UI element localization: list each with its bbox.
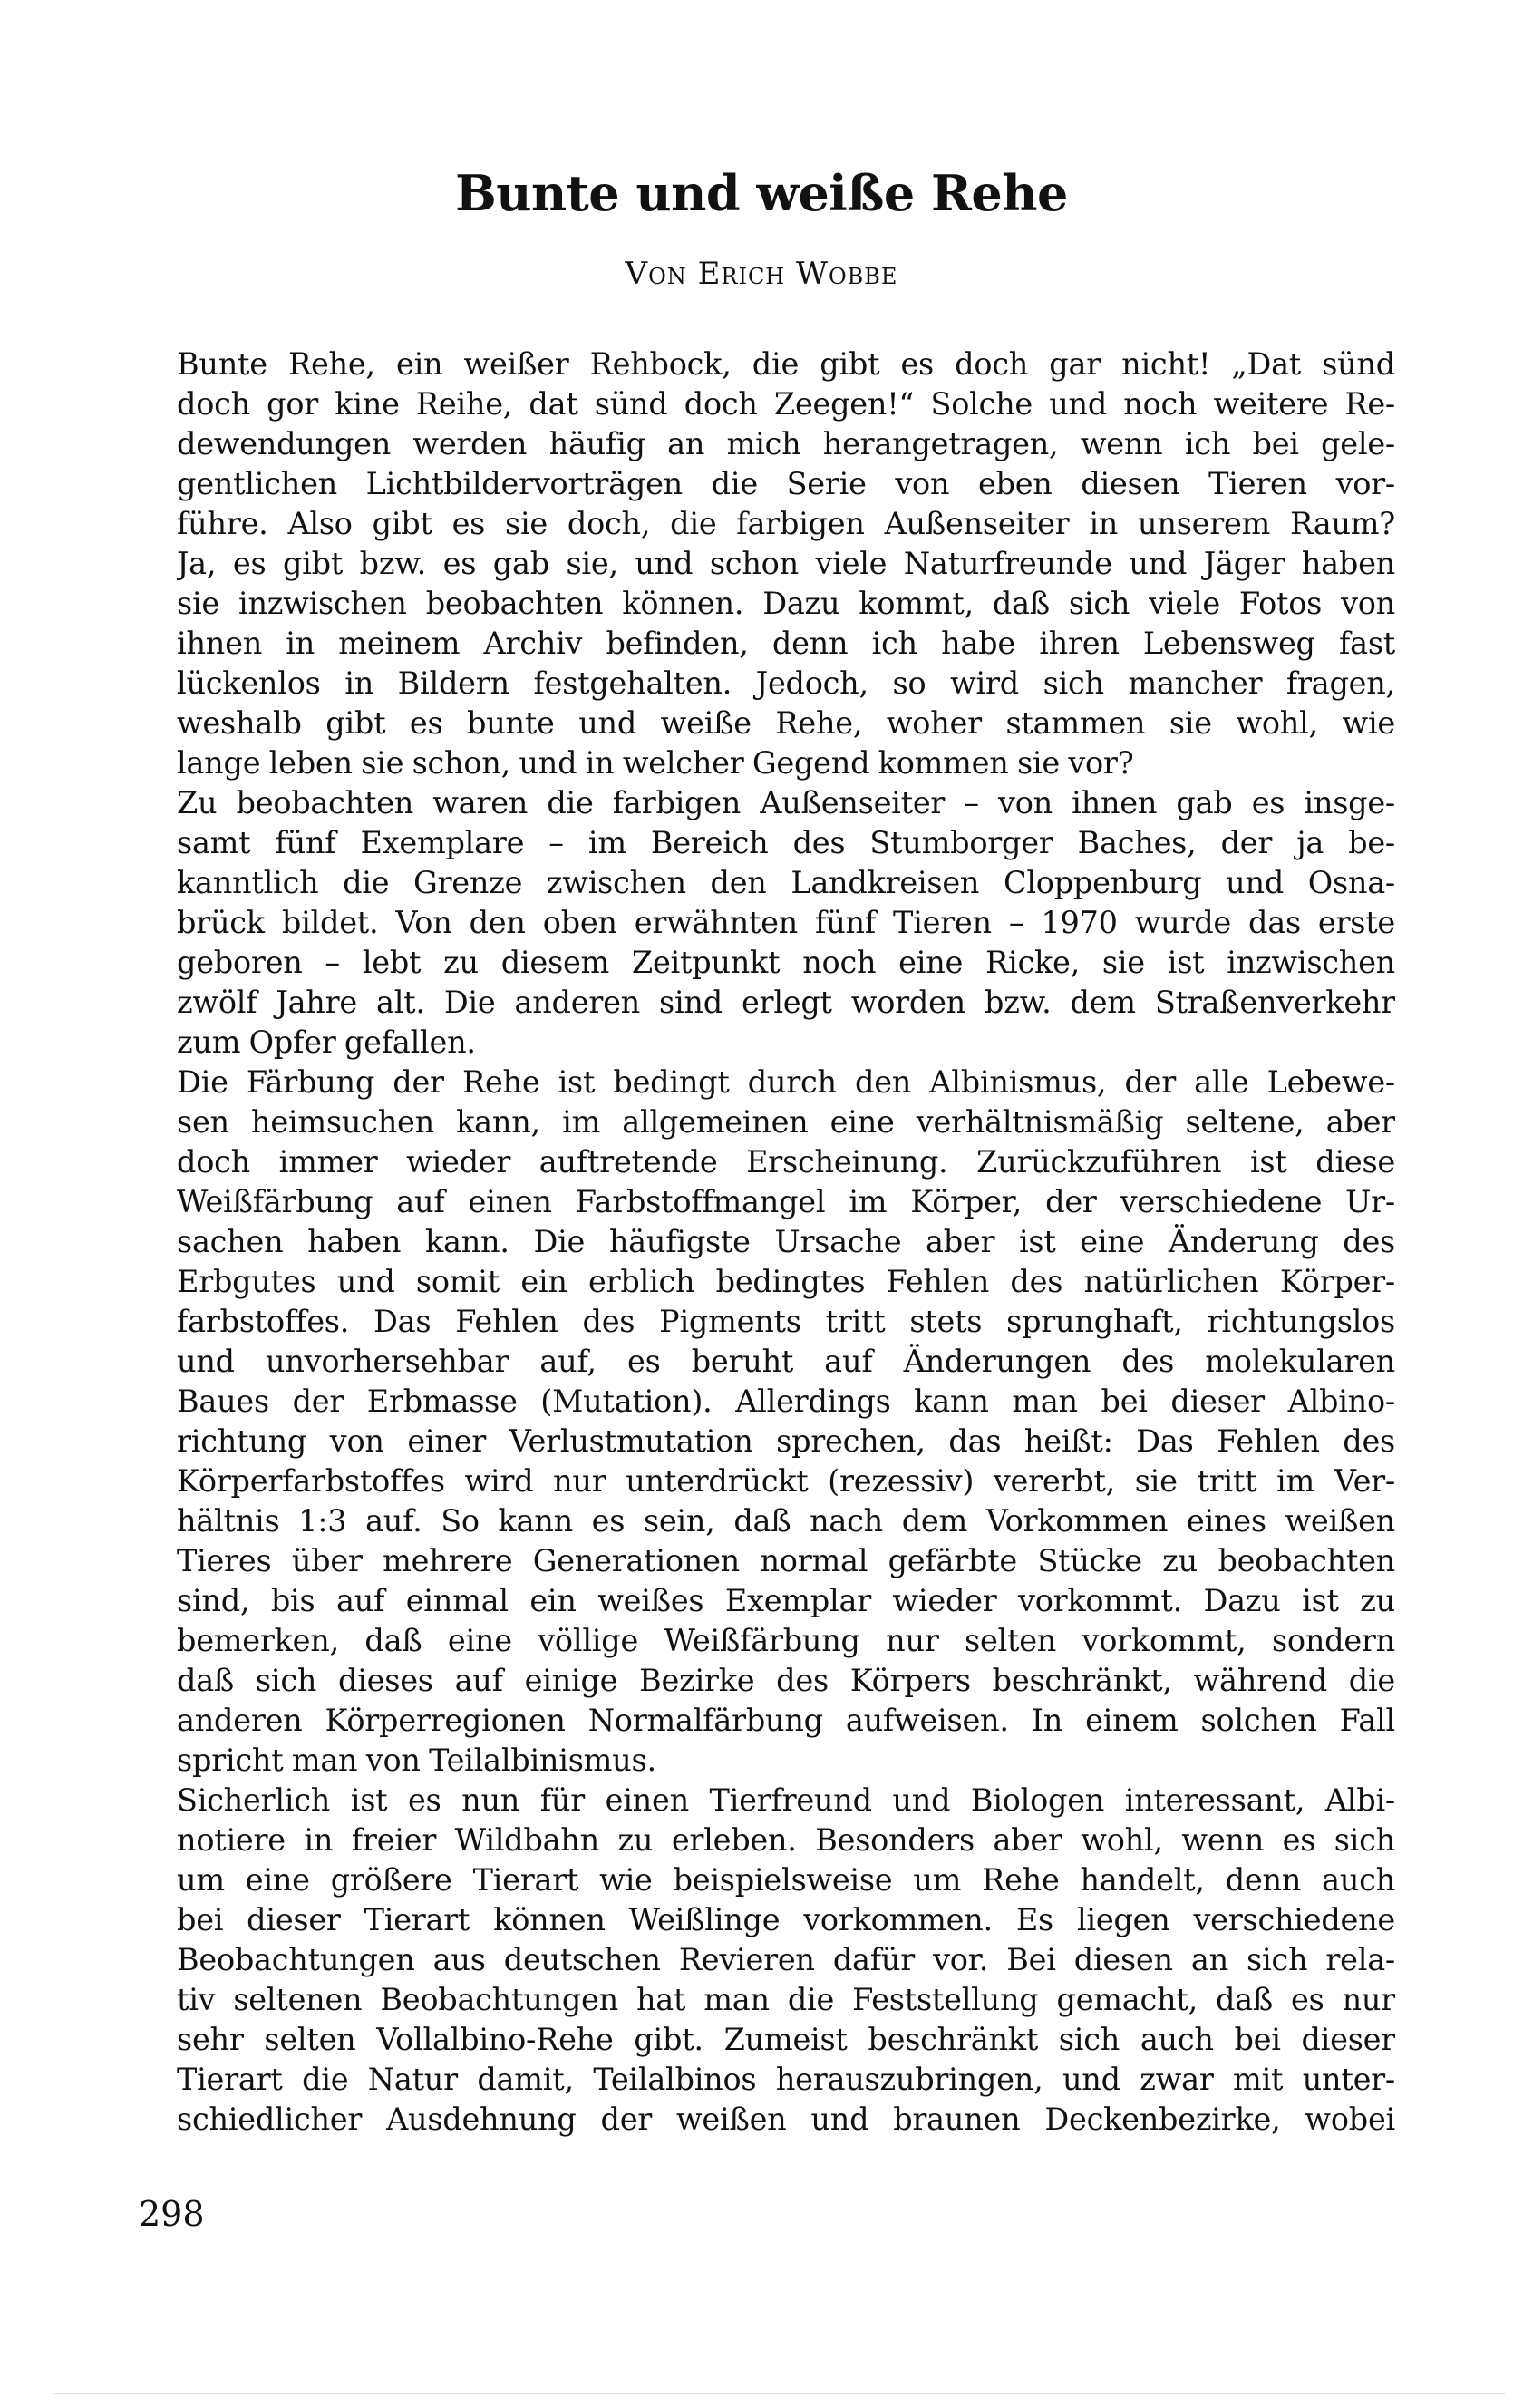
text-line: Tierart die Natur damit, Teilalbinos herauszubringen, und zwar mit unter- (177, 2062, 1395, 2097)
bottom-edge-line (54, 2393, 1505, 2394)
text-line: Zu beobachten waren die farbigen Außenseiter – von ihnen gab es insge- (177, 785, 1395, 820)
text-line: farbstoffes. Das Fehlen des Pigments tritt stets sprunghaft, richtungslos (177, 1304, 1395, 1339)
text-line: lückenlos in Bildern festgehalten. Jedoch, so wird sich mancher fragen, (177, 665, 1395, 701)
text-line: lange leben sie schon, und in welcher Gegend kommen sie vor? (177, 745, 1134, 781)
text-line: hältnis 1:3 auf. So kann es sein, daß nach dem Vorkommen eines weißen (177, 1503, 1395, 1539)
text-line: und unvorhersehbar auf, es beruht auf Änderungen des molekularen (177, 1344, 1395, 1379)
text-line: Die Färbung der Rehe ist bedingt durch den Albinismus, der alle Lebewe- (177, 1064, 1395, 1100)
text-line: zwölf Jahre alt. Die anderen sind erlegt worden bzw. dem Straßenverkehr (177, 985, 1395, 1020)
article-body (177, 345, 1395, 2140)
text-line: ihnen in meinem Archiv befinden, denn ich habe ihren Lebensweg fast (177, 626, 1395, 661)
text-line: gentlichen Lichtbildervorträgen die Serie von eben diesen Tieren vor- (177, 466, 1395, 501)
text-line: sachen haben kann. Die häufigste Ursache aber ist eine Änderung des (177, 1224, 1395, 1259)
text-line: daß sich dieses auf einige Bezirke des Körpers beschränkt, während die (177, 1663, 1395, 1698)
text-line: anderen Körperregionen Normalfärbung aufweisen. In einem solchen Fall (177, 1703, 1395, 1738)
text-line: Weißfärbung auf einen Farbstoffmangel im Körper, der verschiedene Ur- (177, 1184, 1395, 1219)
text-line: Beobachtungen aus deutschen Revieren dafür vor. Bei diesen an sich rela- (177, 1942, 1395, 1977)
text-line: bei dieser Tierart können Weißlinge vorkommen. Es liegen verschiedene (177, 1902, 1395, 1937)
text-line: spricht man von Teilalbinismus. (177, 1743, 656, 1778)
text-line: brück bildet. Von den oben erwähnten fünf Tieren – 1970 wurde das erste (177, 905, 1395, 940)
text-line: notiere in freier Wildbahn zu erleben. Besonders aber wohl, wenn es sich (177, 1822, 1395, 1858)
text-line: Sicherlich ist es nun für einen Tierfreund und Biologen interessant, Albi- (177, 1782, 1395, 1818)
text-line: doch immer wieder auftretende Erscheinung. Zurückzuführen ist diese (177, 1144, 1395, 1180)
text-line: kanntlich die Grenze zwischen den Landkreisen Cloppenburg und Osna- (177, 865, 1395, 900)
text-line: um eine größere Tierart wie beispielsweise um Rehe handelt, denn auch (177, 1862, 1395, 1898)
text-line: bemerken, daß eine völlige Weißfärbung nur selten vorkommt, sondern (177, 1623, 1395, 1658)
text-line: geboren – lebt zu diesem Zeitpunkt noch eine Ricke, sie ist inzwischen (177, 945, 1395, 980)
text-line: weshalb gibt es bunte und weiße Rehe, woher stammen sie wohl, wie (177, 705, 1395, 741)
text-line: sehr selten Vollalbino-Rehe gibt. Zumeist beschränkt sich auch bei dieser (177, 2022, 1395, 2057)
article-title: Bunte und weiße Rehe (455, 164, 1068, 222)
text-line: sen heimsuchen kann, im allgemeinen eine verhältnismäßig seltene, aber (177, 1104, 1395, 1140)
text-line: doch gor kine Reihe, dat sünd doch Zeegen!“ Solche und noch weitere Re- (177, 386, 1395, 422)
page-number: 298 (139, 2194, 205, 2234)
text-line: samt fünf Exemplare – im Bereich des Stumborger Baches, der ja be- (177, 825, 1395, 860)
text-line: Tieres über mehrere Generationen normal gefärbte Stücke zu beobachten (177, 1543, 1395, 1578)
text-line: richtung von einer Verlustmutation sprechen, das heißt: Das Fehlen des (177, 1423, 1395, 1459)
text-line: Körperfarbstoffes wird nur unterdrückt (rezessiv) vererbt, sie tritt im Ver- (177, 1463, 1395, 1499)
text-line: dewendungen werden häufig an mich herangetragen, wenn ich bei gele- (177, 426, 1395, 461)
text-line: tiv seltenen Beobachtungen hat man die Feststellung gemacht, daß es nur (177, 1982, 1395, 2017)
text-line: führe. Also gibt es sie doch, die farbigen Außenseiter in unserem Raum? (177, 506, 1395, 541)
text-line: sie inzwischen beobachten können. Dazu kommt, daß sich viele Fotos von (177, 586, 1395, 621)
text-line: Baues der Erbmasse (Mutation). Allerdings kann man bei dieser Albino- (177, 1384, 1395, 1419)
text-line: sind, bis auf einmal ein weißes Exemplar wieder vorkommt. Dazu ist zu (177, 1583, 1395, 1618)
text-line: schiedlicher Ausdehnung der weißen und braunen Deckenbezirke, wobei (177, 2102, 1395, 2137)
text-line: zum Opfer gefallen. (177, 1024, 476, 1060)
text-line: Erbgutes und somit ein erblich bedingtes Fehlen des natürlichen Körper- (177, 1264, 1395, 1299)
text-line: Ja, es gibt bzw. es gab sie, und schon viele Naturfreunde und Jäger haben (177, 546, 1395, 581)
text-line: Bunte Rehe, ein weißer Rehbock, die gibt es doch gar nicht! „Dat sünd (177, 346, 1395, 382)
article-author: Von Erich Wobbe (625, 256, 898, 292)
